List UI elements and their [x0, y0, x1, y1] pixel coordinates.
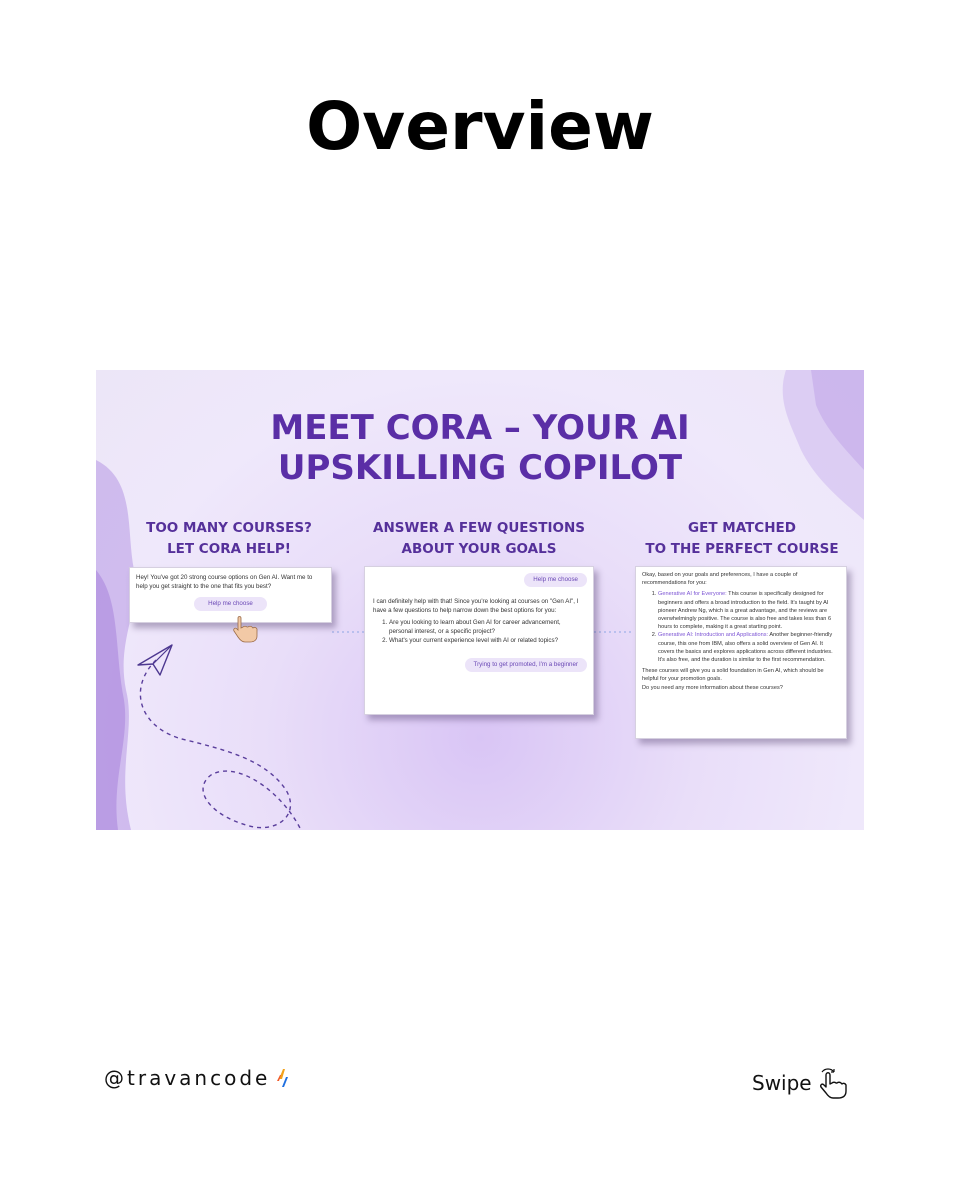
question-item: 1. Are you looking to learn about Gen AI for career advancement, personal interest, or a specific project? — [389, 618, 585, 636]
recommendation-item: 1. Generative AI for Everyone: This course is specifically designed for beginners and offers a broad introduction to the field. It's taught by AI pioneer Andrew Ng, which is a great advantage, and the reviews are overwhelmingly positive. The course is also free and takes less than 6 hours to complete, making it a great starting point. — [658, 590, 840, 631]
user-message-bubble: Help me choose — [524, 573, 587, 587]
course-link[interactable]: Generative AI: Introduction and Applications: — [658, 632, 769, 639]
banner-title-line1: MEET CORA – YOUR AI — [270, 408, 690, 448]
chat-message: Hey! You've got 20 strong course options on Gen AI. Want me to help you get straight to the one that fits you best? — [136, 574, 313, 590]
help-me-choose-button[interactable]: Help me choose — [194, 597, 267, 611]
paper-plane-icon — [138, 645, 172, 675]
handle-text: @travancode — [104, 1066, 271, 1090]
course-link[interactable]: Generative AI for Everyone: — [658, 591, 727, 598]
pointing-hand-icon — [232, 614, 262, 644]
recommendation-item: 2. Generative AI: Introduction and Applications: Another beginner-friendly course, this one from IBM, also offers a solid overview of Gen AI. It covers the basics and explores applications across different industries. It's also free, and the duration is similar to the first recommendation. — [658, 631, 840, 664]
banner-title-line2: UPSKILLING COPILOT — [277, 448, 683, 488]
chat-card-recommendations: Okay, based on your goals and preferences, I have a couple of recommendations for you: 1. Generative AI for Everyone: This course is specifically designed for beginners and offers a broad introduction to the field. It's taught by AI pioneer Andrew Ng, which is a great advantage, and the reviews are overwhelmingly positive. The course is also free and takes less than 6 hours to complete, making it a great starting point. 2. Generative AI: Introduction and Applications: Another beginner-friendly course, this one from IBM, also offers a solid overview of Gen AI. It covers the basics and explores applications across different industries. It's also free, and the duration is similar to the first recommendation. These courses will give you a solid foundation in Gen AI, which should be helpful for your promotion goals. Do you need any more information about these courses? — [635, 566, 847, 739]
column-heading-1: TOO MANY COURSES? LET CORA HELP! — [146, 520, 312, 557]
footer-handle — [104, 1066, 290, 1090]
page-title: Overview — [306, 88, 654, 165]
chat-card-intro — [129, 567, 332, 623]
banner-image — [96, 370, 864, 830]
swipe-label: Swipe — [752, 1071, 812, 1095]
column-heading-2: ANSWER A FEW QUESTIONS ABOUT YOUR GOALS — [373, 520, 585, 557]
logo-icon — [276, 1067, 290, 1089]
bot-message: I can definitely help with that! Since you're looking at courses on "Gen AI", I have a few questions to help narrow down the best options for you: 1. Are you looking to learn about Gen AI for career advancement, personal interest, or a specific project? 2. What's your current experience level with AI or related topics? — [365, 587, 593, 645]
banner-title — [96, 408, 864, 488]
chat-card-questions — [364, 566, 594, 715]
column-heading-3: GET MATCHED TO THE PERFECT COURSE — [645, 520, 839, 557]
user-reply-bubble: Trying to get promoted, I'm a beginner — [465, 658, 587, 672]
swipe-hand-icon — [816, 1066, 850, 1100]
swipe-hint[interactable] — [752, 1066, 850, 1100]
question-item: 2. What's your current experience level with AI or related topics? — [389, 636, 585, 645]
